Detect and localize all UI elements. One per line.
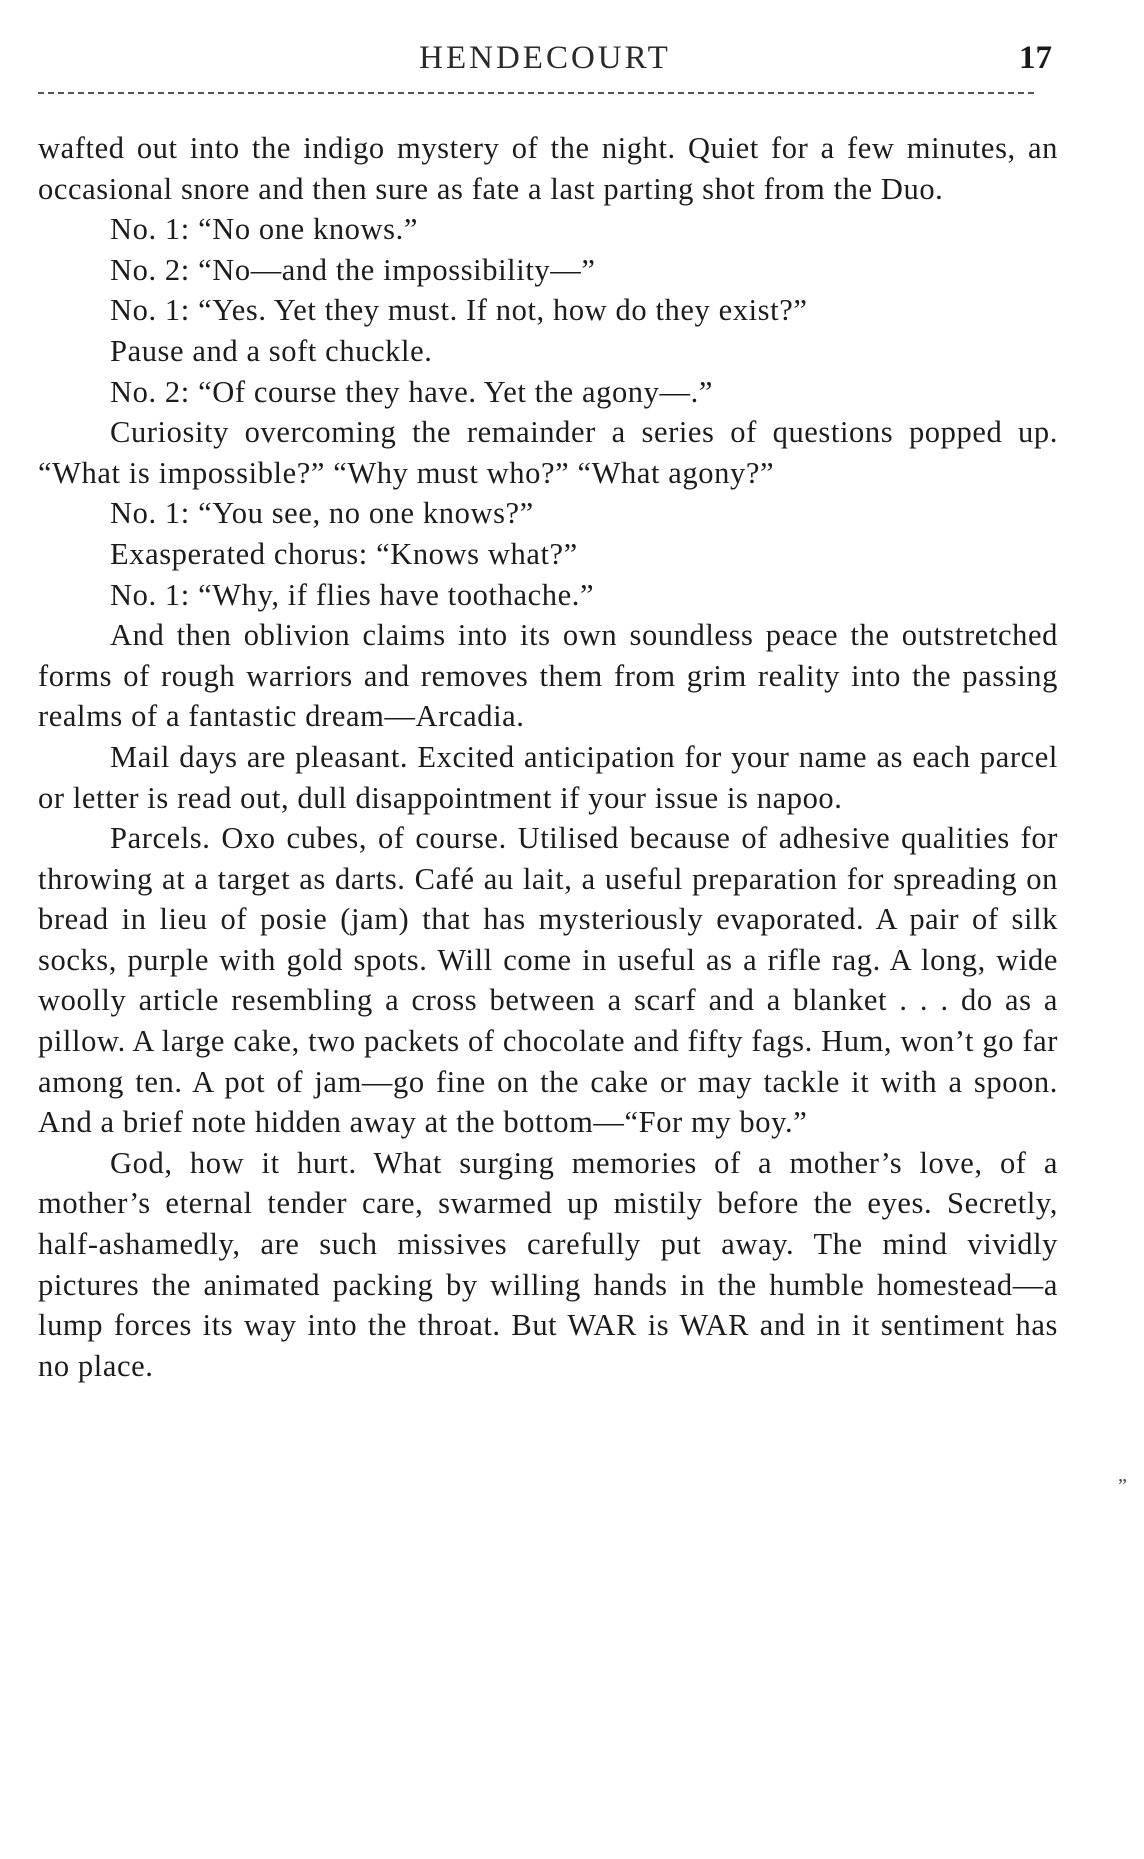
paragraph: No. 1: “You see, no one knows?”: [110, 496, 534, 531]
running-head: HENDECOURT: [419, 40, 671, 76]
paragraph-continued: wafted out into the indigo mystery of the night. Quiet for a few minutes, an occasional snore and then sure as fate a last parting shot from the Duo.: [38, 131, 1058, 206]
body-text: [38, 128, 1058, 1386]
paragraph: Exasperated chorus: “Knows what?”: [110, 536, 578, 571]
page-header: [38, 40, 1052, 80]
margin-mark: ”: [1118, 1475, 1127, 1497]
paragraph: No. 1: “Why, if flies have toothache.”: [110, 577, 595, 612]
paragraph: Parcels. Oxo cubes, of course. Utilised because of adhesive qualities for throwing at a target as darts. Café au lait, a useful preparation for spreading on bread in lieu of posie (jam) that has mysteriously evaporated. A pair of silk socks, purple with gold spots. Will come in useful as a rifle rag. A long, wide woolly article resembling a cross between a scarf and a blanket . . . do as a pillow. A large cake, two packets of chocolate and fifty fags. Hum, won’t go far among ten. A pot of jam—go fine on the cake or may tackle it with a spoon. And a brief note hidden away at the bottom—“For my boy.”: [38, 821, 1058, 1140]
page-number: 17: [1019, 40, 1052, 76]
paragraph: No. 2: “Of course they have. Yet the agony—.”: [110, 374, 713, 409]
paragraph: No. 1: “No one knows.”: [110, 212, 418, 247]
paragraph: Mail days are pleasant. Excited anticipation for your name as each parcel or letter is read out, dull disappointment if your issue is napoo.: [38, 739, 1058, 815]
paragraph: Curiosity overcoming the remainder a series of questions popped up. “What is impossible?” “Why must who?” “What agony?”: [38, 415, 1058, 490]
paragraph: No. 2: “No—and the impossibility—”: [110, 252, 596, 287]
header-rule: [38, 92, 1034, 94]
paragraph: And then oblivion claims into its own soundless peace the outstretched forms of rough warriors and removes them from grim reality into the passing realms of a fantastic dream—Arcadia.: [38, 618, 1058, 734]
paragraph: Pause and a soft chuckle.: [110, 333, 433, 368]
paragraph: No. 1: “Yes. Yet they must. If not, how do they exist?”: [110, 293, 808, 328]
paragraph: God, how it hurt. What surging memories of a mother’s love, of a mother’s eternal tender care, swarmed up mistily before the eyes. Secretly, half-ashamedly, are such missives carefully put away. The mind vividly pictures the animated packing by willing hands in the humble homestead—a lump forces its way into the throat. But WAR is WAR and in it sentiment has no place.: [38, 1145, 1058, 1383]
